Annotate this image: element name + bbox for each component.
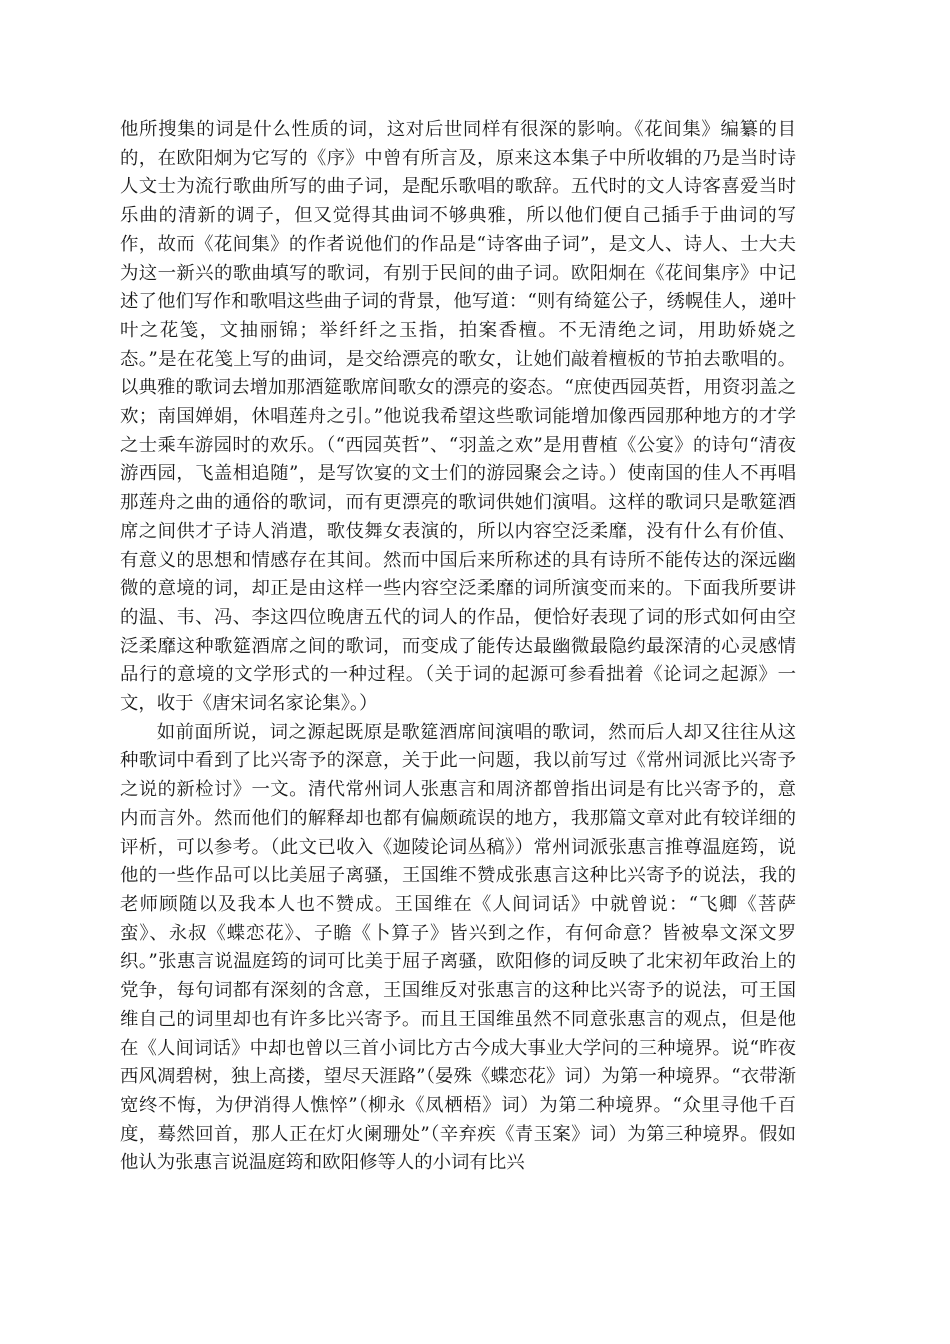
paragraph: 他所搜集的词是什么性质的词，这对后世同样有很深的影响。《花间集》编纂的目的，在欧阳炯为它写的《序》中曾有所言及，原来这本集子中所收辑的乃是当时诗人文士为流行歌曲所写的曲子词，是配乐歌唱的歌辞。五代时的文人诗客喜爱当时乐曲的清新的调子，但又觉得其曲词不够典雅，所以他们便自己插手于曲词的写作，故而《花间集》的作者说他们的作品是“诗客曲子词”，是文人、诗人、士大夫为这一新兴的歌曲填写的歌词，有别于民间的曲子词。欧阳炯在《花间集序》中记述了他们写作和歌唱这些曲子词的背景，他写道：“则有绮筵公子，绣幌佳人，递叶叶之花笺，文抽丽锦；举纤纤之玉指，拍案香檀。不无清绝之词，用助娇娆之态。”是在花笺上写的曲词，是交给漂亮的歌女，让她们敲着檀板的节拍去歌唱的。以典雅的歌词去增加那酒筵歌席间歌女的漂亮的姿态。“庶使西园英哲，用资羽盖之欢；南国婵娟，休唱莲舟之引。”他说我希望这些歌词能增加像西园那种地方的才学之士乘车游园时的欢乐。（“西园英哲”、“羽盖之欢”是用曹植《公宴》的诗句“清夜游西园，飞盖相追随”，是写饮宴的文士们的游园聚会之诗。）使南国的佳人不再唱那莲舟之曲的通俗的歌词，而有更漂亮的歌词供她们演唱。这样的歌词只是歌筵酒席之间供才子诗人消遣，歌伎舞女表演的，所以内容空泛柔靡，没有什么有价值、有意义的思想和情感存在其间。然而中国后来所称述的具有诗所不能传达的深远幽微的意境的词，却正是由这样一些内容空泛柔靡的词所演变而来的。下面我所要讲的温、韦、冯、李这四位晚唐五代的词人的作品，便恰好表现了词的形式如何由空泛柔靡这种歌筵酒席之间的歌词，而变成了能传达最幽微最隐约最深清的心灵感情品行的意境的文学形式的一种过程。（关于词的起源可参看拙着《论词之起源》一文，收于《唐宋词名家论集》。） — [120, 119, 796, 715]
document-page — [120, 116, 796, 1178]
paragraph: 如前面所说，词之源起既原是歌筵酒席间演唱的歌词，然而后人却又往往从这种歌词中看到了比兴寄予的深意，关于此一问题，我以前写过《常州词派比兴寄予之说的新检讨》一文。清代常州词人张惠言和周济都曾指出词是有比兴寄予的，意内而言外。然而他们的解释却也都有偏颇疏误的地方，我那篇文章对此有较详细的评析，可以参考。（此文已收入《迦陵论词丛稿》）常州词派张惠言推尊温庭筠，说他的一些作品可以比美屈子离骚，王国维不赞成张惠言这种比兴寄予的说法，我的老师顾随以及我本人也不赞成。王国维在《人间词话》中就曾说：“飞卿《菩萨蛮》、永叔《蝶恋花》、子瞻《卜算子》皆兴到之作，有何命意？皆被皋文深文罗织。”张惠言说温庭筠的词可比美于屈子离骚，欧阳修的词反映了北宋初年政治上的党争，每句词都有深刻的含意，王国维反对张惠言的这种比兴寄予的说法，可王国维自己的词里却也有许多比兴寄予。而且王国维虽然不同意张惠言的观点，但是他在《人间词话》中却也曾以三首小词比方古今成大事业大学问的三种境界。说“昨夜西风凋碧树，独上高搂，望尽天涯路”（晏殊《蝶恋花》词）为第一种境界。“衣带渐宽终不悔，为伊消得人憔悴”（柳永《凤栖梧》词）为第二种境界。“众里寻他千百度，蓦然回首，那人正在灯火阑珊处”（辛弃疾《青玉案》词）为第三种境界。假如他认为张惠言说温庭筠和欧阳修等人的小词有比兴 — [120, 721, 796, 1174]
